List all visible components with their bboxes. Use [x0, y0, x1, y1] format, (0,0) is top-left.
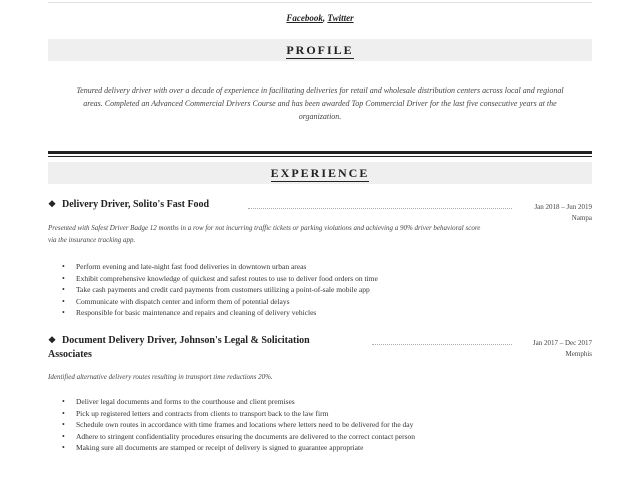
job-title-2 — [48, 333, 388, 362]
social-separator: , — [322, 13, 328, 23]
list-item: • Take cash payments and credit card payments from customers utilizing a point-of-sale mobile app — [76, 284, 516, 296]
job-title-text-cont: Associates — [48, 349, 92, 360]
job-location: Nampa — [571, 214, 592, 222]
job-summary: Identified alternative delivery routes resulting in transport time reductions 20%. — [48, 373, 273, 381]
job-title-text: Delivery Driver, Solito's Fast Food — [62, 199, 210, 210]
section-divider-thin — [48, 156, 592, 157]
job-location: Memphis — [565, 350, 592, 358]
twitter-link[interactable]: Twitter — [327, 13, 354, 23]
social-links — [0, 13, 640, 23]
list-item: • Schedule own routes in accordance with time frames and locations where letters need to be delivered for the day — [76, 419, 516, 431]
profile-summary: Tenured delivery driver with over a decade of experience in facilitating deliveries for retail and wholesale distribution centers across local and regional areas. Completed an Advanced Commercial Drivers Course and has been awarded Top Commercial Driver for the last five consecutive years at the organization. — [76, 86, 564, 121]
dotted-leader — [372, 344, 512, 345]
facebook-link[interactable]: Facebook — [286, 13, 323, 23]
profile-heading: PROFILE — [286, 43, 354, 57]
job-title-text: Document Delivery Driver, Johnson's Legal & Solicitation — [62, 335, 310, 346]
dotted-leader — [248, 208, 512, 209]
job-summary: Presented with Safest Driver Badge 12 months in a row for not incurring traffic tickets or parking violations and achieving a 90% driver behavioral score via the insurance tracking app. — [48, 224, 481, 244]
list-item: • Adhere to stringent confidentiality procedures ensuring the documents are delivered to the correct contact person — [76, 431, 516, 443]
diamond-bullet-icon: ❖ — [48, 199, 57, 209]
list-item: • Exhibit comprehensive knowledge of quickest and safest routes to use to deliver food orders on time — [76, 273, 516, 285]
job-responsibilities — [48, 396, 516, 454]
job-title-1 — [48, 199, 209, 210]
experience-header-band — [48, 162, 592, 184]
list-item: • Communicate with dispatch center and inform them of potential delays — [76, 296, 516, 308]
job-dates: Jan 2017 – Dec 2017 — [532, 339, 592, 347]
profile-header-band — [48, 39, 592, 61]
section-divider-thick — [48, 151, 592, 154]
experience-heading: EXPERIENCE — [270, 166, 370, 180]
list-item: • Pick up registered letters and contracts from clients to transport back to the law firm — [76, 408, 516, 420]
list-item: • Responsible for basic maintenance and repairs and cleaning of delivery vehicles — [76, 307, 516, 319]
job-responsibilities — [48, 261, 516, 319]
list-item: • Perform evening and late-night fast food deliveries in downtown urban areas — [76, 261, 516, 273]
top-divider — [48, 2, 592, 3]
list-item: • Deliver legal documents and forms to the courthouse and client premises — [76, 396, 516, 408]
list-item: • Making sure all documents are stamped or receipt of delivery is signed to guarantee appropriate — [76, 442, 516, 454]
diamond-bullet-icon: ❖ — [48, 335, 57, 345]
job-dates: Jan 2018 – Jun 2019 — [534, 203, 592, 211]
